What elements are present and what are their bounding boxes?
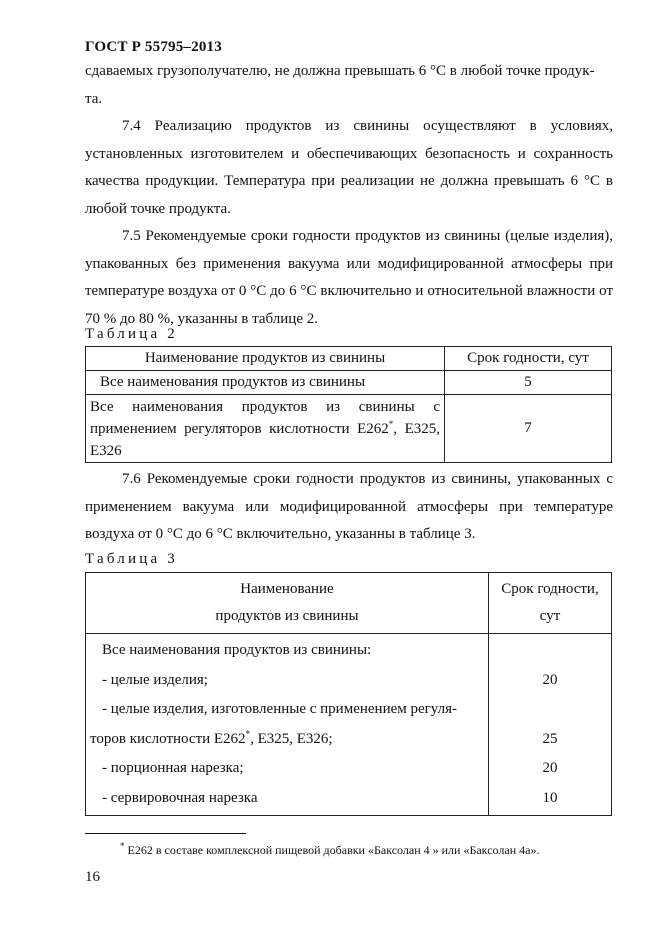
list-value: 10 [542,789,558,806]
footnote [120,843,539,858]
table-row [86,371,612,395]
cell-text: , Е325, Е326 [90,420,440,459]
footnote-marker: * [388,418,394,429]
paragraph-7-4: 7.4 Реализацию продуктов из свинины осуществляют в условиях, установленных изготовителем и обеспечивающих безопасность и сохранность качества продукции. Температура при реализации не должна превышать 6 °С в любой точке продукта. [85,118,613,217]
continued-paragraph: сдаваемых грузополучателю, не должна превышать 6 °С в любой точке продук- та. [85,63,595,107]
header-line: продуктов из свинины [215,608,359,624]
table-header-cell: Наименование продуктов из свинины [86,347,445,371]
list-value: 25 [542,730,558,747]
list-item: - порционная нарезка; [102,760,244,776]
table-cell [489,634,612,816]
cell-text: торов кислотности Е262 [90,730,246,747]
table-header-cell [489,573,612,634]
table-3-caption: Таблица 3 [85,551,178,567]
list-item: - сервировочная нарезка [102,789,258,806]
table-row [86,395,612,463]
table-header-row [86,573,612,634]
footnote-text: Е262 в составе комплексной пищевой добавки «Баксолан 4 » или «Баксолан 4а». [124,843,540,857]
table-2 [85,346,612,463]
table-cell [86,395,445,463]
spacer [493,636,607,666]
header-line: Срок годности, [501,581,599,597]
list-item: - целые изделия; [102,671,208,688]
footnote-divider [85,833,246,834]
table-header-cell [86,573,489,634]
list-item [90,725,484,755]
footnote-marker: * [245,728,251,739]
list-item: - целые изделия, изготовленные с применением регуля- [102,701,458,717]
table-cell: Все наименования продуктов из свинины [86,371,445,395]
table-2-caption: Таблица 2 [85,326,178,342]
list-value: 20 [542,671,558,688]
cell-text: Все наименования продуктов из свинины с применением регуляторов кислотности Е262 [90,398,440,437]
list-value: 20 [542,760,558,776]
table-cell: 5 [445,371,612,395]
spacer [493,695,607,725]
cell-text: , Е325, Е326; [250,730,333,747]
table-header-row [86,347,612,371]
table-cell: 7 [445,395,612,463]
header-line: сут [539,608,561,624]
paragraph-7-6: 7.6 Рекомендуемые сроки годности продуктов из свинины, упакованных с применением вакуума или модифицированной атмосферы при температуре воздуха от 0 °С до 6 °С включительно, указанны в таблице 3. [85,471,613,542]
footnote-marker: * [120,841,125,851]
table-row [86,634,612,816]
page-number: 16 [85,869,100,885]
list-intro: Все наименования продуктов из свинины: [102,642,372,658]
header-line: Наименование [240,581,334,597]
document-header: ГОСТ Р 55795–2013 [85,39,222,55]
paragraph-7-5: 7.5 Рекомендуемые сроки годности продуктов из свинины (целые изделия), упакованных без применения вакуума или модифицированной атмосферы при температуре воздуха от 0 °С до 6 °С включительно и относительной влажности от 70 % до 80 %, указанны в таблице 2. [85,228,613,327]
table-header-cell: Срок годности, сут [445,347,612,371]
table-3 [85,572,612,816]
table-cell [86,634,489,816]
